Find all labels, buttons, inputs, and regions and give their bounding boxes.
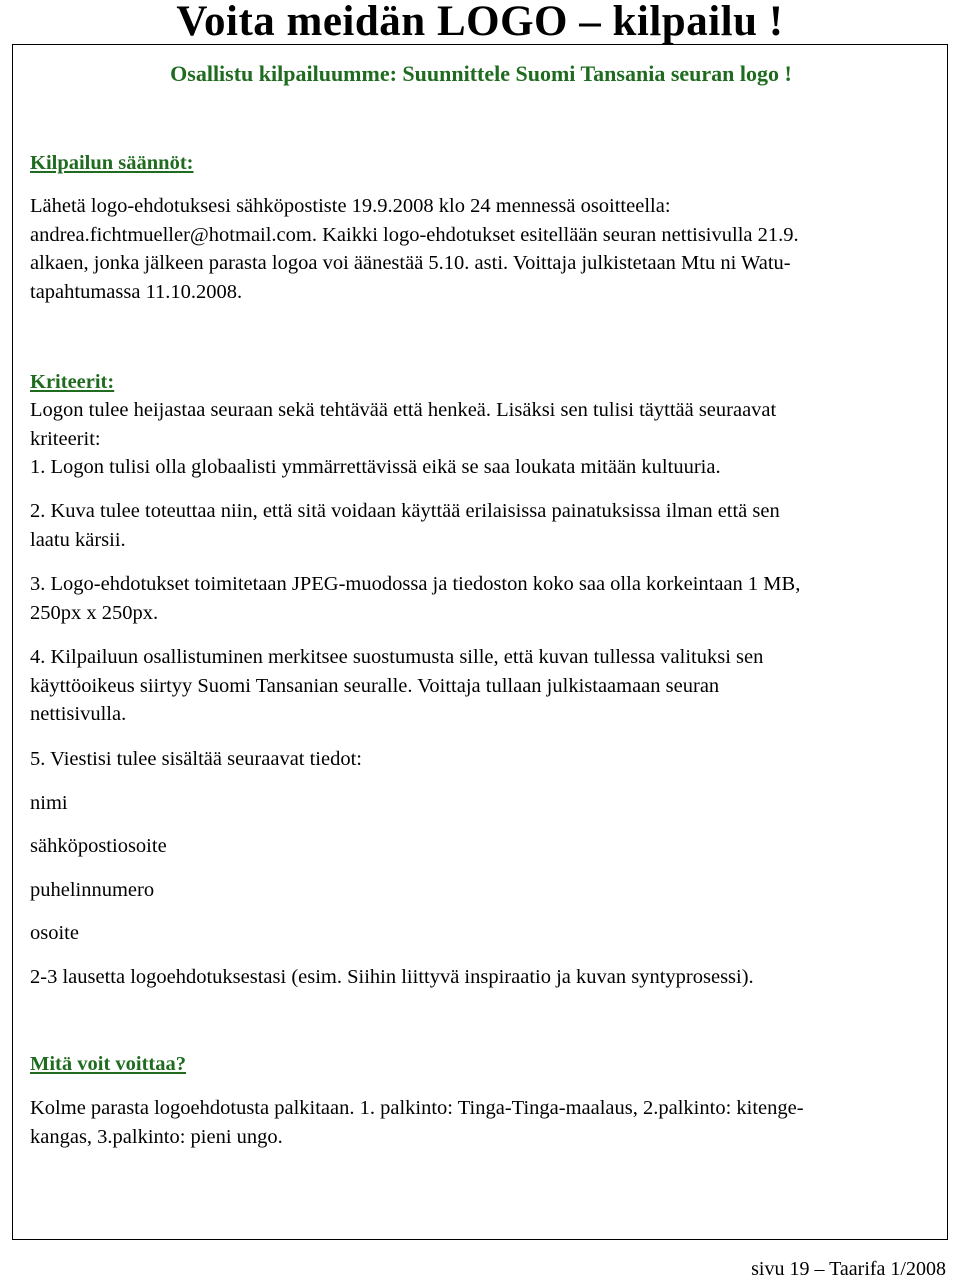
rules-text bbox=[30, 192, 930, 306]
criteria-item-4-line: käyttöoikeus siirtyy Suomi Tansanian seuralle. Voittaja tullaan julkistaamaan seuran bbox=[30, 674, 720, 697]
prizes-line: kangas, 3.palkinto: pieni ungo. bbox=[30, 1125, 283, 1148]
criteria-item-3-line: 250px x 250px. bbox=[30, 601, 159, 624]
criteria-heading: Kriteerit: bbox=[30, 371, 115, 393]
page-footer: sivu 19 – Taarifa 1/2008 bbox=[751, 1258, 946, 1280]
criteria-intro-line: Logon tulee heijastaa seuraan sekä tehtävää että henkeä. Lisäksi sen tulisi täyttää seuraavat bbox=[30, 399, 777, 421]
criteria-item-2-line: laatu kärsii. bbox=[30, 528, 126, 551]
rules-line: andrea.fichtmueller@hotmail.com. Kaikki logo-ehdotukset esitellään seuran nettisivulla 21.9. bbox=[30, 223, 799, 246]
prizes-line: Kolme parasta logoehdotusta palkitaan. 1. palkinto: Tinga-Tinga-maalaus, 2.palkinto: kitenge- bbox=[30, 1097, 804, 1119]
criteria-intro-line: kriteerit: bbox=[30, 427, 101, 450]
criteria-item-5: 5. Viestisi tulee sisältää seuraavat tiedot: bbox=[30, 748, 362, 770]
rules-line: alkaen, jonka jälkeen parasta logoa voi äänestää 5.10. asti. Voittaja julkistetaan Mtu ni Watu- bbox=[30, 252, 791, 274]
field-email: sähköpostiosoite bbox=[30, 835, 167, 857]
criteria-intro bbox=[30, 396, 930, 482]
criteria-item-2-line: 2. Kuva tulee toteuttaa niin, että sitä voidaan käyttää erilaisissa painatuksissa ilman että sen bbox=[30, 500, 780, 522]
rules-line: tapahtumassa 11.10.2008. bbox=[30, 280, 243, 303]
content-box bbox=[12, 44, 948, 1240]
field-address: osoite bbox=[30, 922, 79, 944]
criteria-item-3 bbox=[30, 570, 930, 627]
prizes-heading: Mitä voit voittaa? bbox=[30, 1053, 186, 1075]
prizes-text bbox=[30, 1094, 930, 1151]
rules-line: Lähetä logo-ehdotuksesi sähköpostiste 19.9.2008 klo 24 mennessä osoitteella: bbox=[30, 195, 671, 217]
field-name: nimi bbox=[30, 792, 68, 814]
page-title: Voita meidän LOGO – kilpailu ! bbox=[176, 0, 784, 45]
criteria-item-4-line: nettisivulla. bbox=[30, 703, 127, 725]
rules-heading: Kilpailun säännöt: bbox=[30, 152, 194, 174]
criteria-item-4 bbox=[30, 643, 930, 729]
criteria-item-2 bbox=[30, 497, 930, 554]
criteria-item-4-line: 4. Kilpailuun osallistuminen merkitsee suostumusta sille, että kuvan tullessa valituksi sen bbox=[30, 646, 764, 668]
criteria-item-1: 1. Logon tulisi olla globaalisti ymmärrettävissä eikä se saa loukata mitään kultuuria. bbox=[30, 456, 721, 478]
criteria-item-3-line: 3. Logo-ehdotukset toimitetaan JPEG-muodossa ja tiedoston koko saa olla korkeintaan 1 MB, bbox=[30, 573, 801, 595]
field-phone: puhelinnumero bbox=[30, 879, 155, 901]
subtitle: Osallistu kilpailuumme: Suunnittele Suomi Tansania seuran logo ! bbox=[170, 61, 792, 86]
field-description: 2-3 lausetta logoehdotuksestasi (esim. Siihin liittyvä inspiraatio ja kuvan syntyprosessi). bbox=[30, 966, 754, 988]
